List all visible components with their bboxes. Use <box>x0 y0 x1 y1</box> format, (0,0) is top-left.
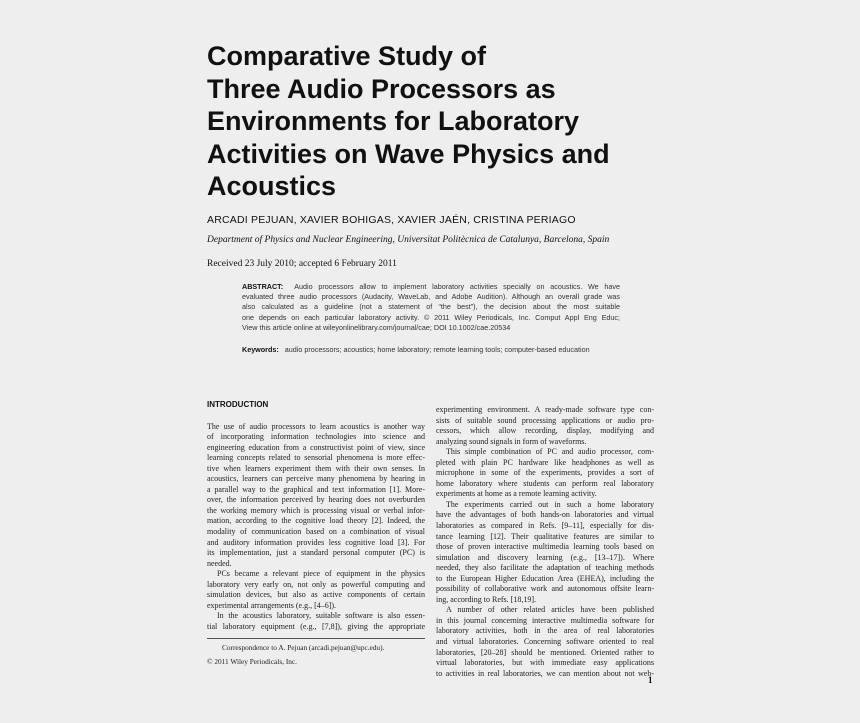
body-line: experimental arrangements (e.g., [4–6]). <box>207 600 337 610</box>
body-line: laboratories as compared in Refs. [9–11], especially for dis- <box>436 521 654 531</box>
left-column <box>207 400 425 632</box>
keywords-line <box>242 345 590 354</box>
body-line: over, the information perceived by hearing does not overburden <box>207 495 425 505</box>
abstract-line: evaluated three audio processors (Audacity, WaveLab, and Adobe Audition). Although an overall grade was <box>242 292 620 302</box>
body-line: acoustics, learners can perceive many phenomena by hearing in <box>207 474 425 484</box>
body-line: simulation and discovery learning (e.g., [13–17]). Where <box>436 552 654 562</box>
body-line: engineering education from a constructivist point of view, since <box>207 442 425 452</box>
body-line: those of proven interactive multimedia learning tools based on <box>436 542 654 552</box>
body-line: and auditory information provides less cognitive load [3]. For <box>207 537 425 547</box>
keywords-label: Keywords: <box>242 345 279 354</box>
body-line: possibility of collaborative work and autonomous offsite learn- <box>436 584 654 594</box>
abstract-line: one depends on each particular laboratory activity. © 2011 Wiley Periodicals, Inc. Comput Appl Eng Educ; <box>242 312 620 322</box>
body-line: a parallel way to the graphical and text information [1]. More- <box>207 484 425 494</box>
body-line: and virtual laboratories. Concerning software oriented to real <box>436 637 654 647</box>
title-line: Comparative Study of <box>207 41 487 71</box>
title-line: Environments for Laboratory <box>207 106 580 136</box>
title-line: Activities on Wave Physics and <box>207 138 610 169</box>
body-line: in this journal concerning interactive multimedia software for <box>436 615 654 625</box>
body-line: simulation devices, but also as active components of certain <box>207 590 425 600</box>
body-line: This simple combination of PC and audio processor, com- <box>446 447 654 457</box>
abstract-line: also calculated as a guideline (not a statement of “the best”), the decision about the most suitable <box>242 302 620 312</box>
body-line: to the European Higher Education Area (EHEA), including the <box>436 573 654 583</box>
body-line: modality of communication based on a combination of visual <box>207 527 425 537</box>
body-line: analyzing sound signals in form of waveforms. <box>436 436 587 446</box>
paper-title <box>207 40 667 203</box>
affiliation: Department of Physics and Nuclear Engineering, Universitat Politècnica de Catalunya, Barcelona, Spain <box>207 235 610 245</box>
body-line: tial laboratory equipment (e.g., [7,8]), giving the appropriate <box>207 621 425 631</box>
body-line: tance learning [12]. Their qualitative features are similar to <box>436 531 654 541</box>
body-line: experiments at home as a remote learning activity. <box>436 489 597 499</box>
body-line: virtual laboratories, but with immediate easy applications <box>436 658 654 668</box>
body-line: The use of audio processors to learn acoustics is another way <box>207 421 425 431</box>
body-line: its implementation, just a standard personal computer (PC) is <box>207 548 425 558</box>
right-column <box>436 405 654 679</box>
body-line: needed, they also facilitate the adaptation of teaching methods <box>436 563 654 573</box>
abstract-block <box>242 282 620 333</box>
body-line: experimenting environment. A ready-made software type con- <box>436 405 654 414</box>
abstract-line: View this article online at wileyonlinelibrary.com/journal/cae; DOI 10.1002/cae.20534 <box>242 322 511 332</box>
body-line: ing, according to Refs. [18,19]. <box>436 594 536 604</box>
abstract-line: ABSTRACT: Audio processors allow to implement laboratory activities specially on acoustics. We have <box>242 282 620 291</box>
copyright-note: © 2011 Wiley Periodicals, Inc. <box>207 657 297 666</box>
body-line: the working memory which is processing visual or verbal infor- <box>207 505 425 515</box>
body-line: laboratory activities, both in the area of real laboratories <box>436 626 654 636</box>
body-line: to activities in real laboratories, we can mention about not web- <box>436 668 654 678</box>
body-line: learning concepts related to sensorial phenomena is more effec- <box>207 453 425 463</box>
body-line: PCs became a relevant piece of equipment in the physics <box>217 569 425 579</box>
body-line: laboratory very early on, not only as powerful computing and <box>207 579 425 589</box>
title-line: Acoustics <box>207 171 337 201</box>
footnote-divider <box>207 638 425 639</box>
section-heading: INTRODUCTION <box>207 400 269 409</box>
body-line: have the advantages of both hands-on laboratories and virtual <box>436 510 654 520</box>
page-number: 1 <box>648 675 653 685</box>
body-line: tive when learners experiment them with their own senses. In <box>207 463 425 473</box>
body-line: home laboratory where students can perform real laboratory <box>436 478 654 488</box>
body-line: laboratories, [20–28] should be mentioned. Oriented rather to <box>436 647 654 657</box>
abstract-label: ABSTRACT: <box>242 282 284 291</box>
received-dates: Received 23 July 2010; accepted 6 February 2011 <box>207 259 397 269</box>
body-line: microphone in some of the experiments, provides a sort of <box>436 468 654 478</box>
correspondence-note: Correspondence to A. Pejuan (arcadi.pejuan@upc.edu). <box>222 643 385 652</box>
author-list: ARCADI PEJUAN, XAVIER BOHIGAS, XAVIER JAÉN, CRISTINA PERIAGO <box>207 214 576 226</box>
keywords-text: audio processors; acoustics; home laboratory; remote learning tools; computer-based education <box>284 345 590 354</box>
body-line: mation, according to the cognitive load theory [2]. Indeed, the <box>207 516 425 526</box>
body-line: A number of other related articles have been published <box>446 605 654 615</box>
body-line: needed. <box>207 558 232 568</box>
body-line: sists of suitable sound processing applications or audio pro- <box>436 415 654 425</box>
body-line: pleted with plain PC hardware like headphones as well as <box>436 457 654 467</box>
body-line: In the acoustics laboratory, suitable software is also essen- <box>217 611 425 621</box>
body-line: cessors, which allow recording, display, modifying and <box>436 426 654 436</box>
body-line: of incorporating information technologies into science and <box>207 432 425 442</box>
body-line: The experiments carried out in such a home laboratory <box>446 499 654 509</box>
title-line: Three Audio Processors as <box>207 73 556 104</box>
